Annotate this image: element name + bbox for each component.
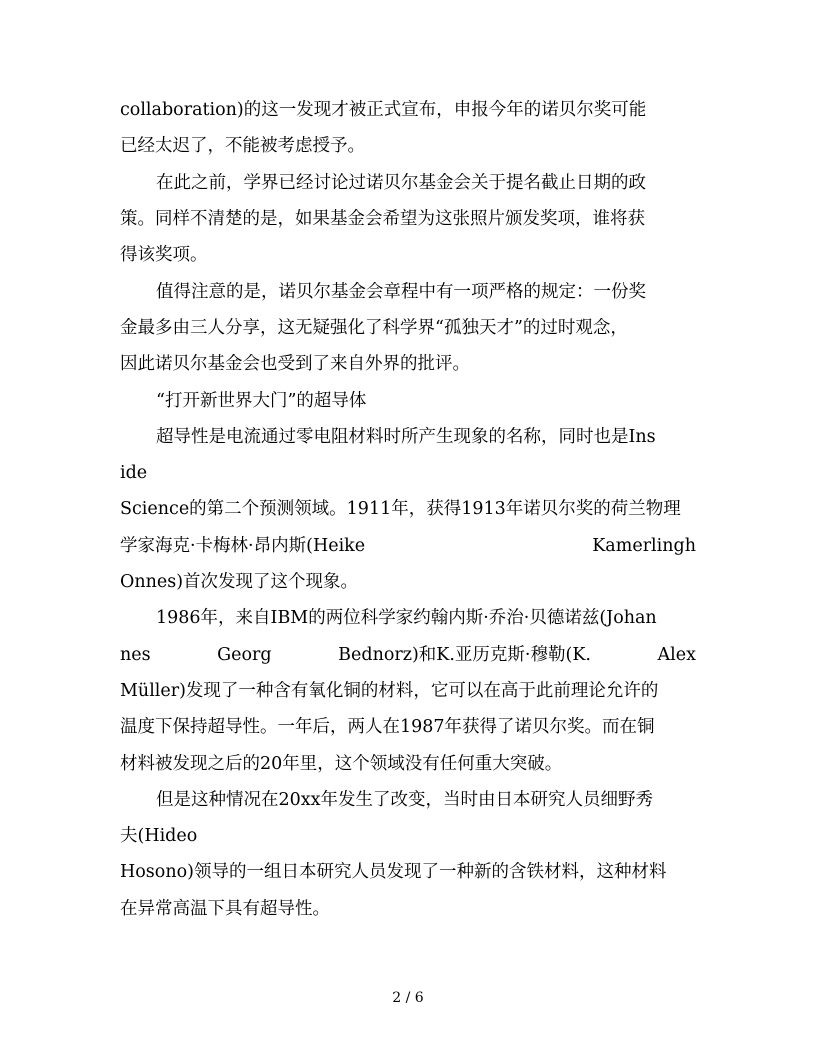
paragraph-start-line: 在此之前，学界已经讨论过诺贝尔基金会关于提名截止日期的政 — [156, 173, 646, 193]
text-line: 夫(Hideo — [120, 826, 198, 846]
paragraph-start-line: 1986年，来自IBM的两位科学家约翰内斯·乔治·贝德诺兹(Johan — [156, 608, 657, 628]
paragraph-start-line: 值得注意的是，诺贝尔基金会章程中有一项严格的规定：一份奖 — [156, 282, 646, 302]
text-line: 因此诺贝尔基金会也受到了来自外界的批评。 — [120, 354, 470, 374]
text-line: 金最多由三人分享，这无疑强化了科学界“孤独天才”的过时观念， — [120, 318, 628, 338]
text-segment: Bednorz)和K.亚历克斯·穆勒(K. — [338, 645, 591, 665]
text-line: Science的第二个预测领域。1911年，获得1913年诺贝尔奖的荷兰物理 — [120, 499, 681, 519]
justified-text-line — [120, 534, 696, 558]
text-line: Hosono)领导的一组日本研究人员发现了一种新的含铁材料，这种材料 — [120, 862, 667, 882]
text-line: 得该奖项。 — [120, 245, 208, 265]
text-segment: Alex — [657, 645, 696, 665]
text-line: 温度下保持超导性。一年后，两人在1987年获得了诺贝尔奖。而在铜 — [120, 717, 655, 737]
text-line: Onnes)首次发现了这个现象。 — [120, 572, 359, 592]
text-line: 已经太迟了，不能被考虑授予。 — [120, 136, 365, 156]
text-line: 在异常高温下具有超导性。 — [120, 899, 330, 919]
text-line: ide — [120, 463, 148, 483]
paragraph-start-line: 超导性是电流通过零电阻材料时所产生现象的名称，同时也是Ins — [156, 427, 656, 447]
text-segment: Kamerlingh — [592, 536, 696, 556]
section-heading: “打开新世界大门”的超导体 — [156, 391, 367, 411]
paragraph-start-line: 但是这种情况在20xx年发生了改变，当时由日本研究人员细野秀 — [156, 790, 654, 810]
page-number: 2 / 6 — [392, 990, 424, 1006]
text-line: 策。同样不清楚的是，如果基金会希望为这张照片颁发奖项，谁将获 — [120, 209, 645, 229]
text-segment: Georg — [217, 645, 272, 665]
text-segment: nes — [120, 645, 151, 665]
text-line: Müller)发现了一种含有氧化铜的材料，它可以在高于此前理论允许的 — [120, 681, 659, 701]
justified-text-line — [120, 643, 696, 667]
text-line: 材料被发现之后的20年里，这个领域没有任何重大突破。 — [120, 754, 563, 774]
text-line: collaboration)的这一发现才被正式宣布，申报今年的诺贝尔奖可能 — [120, 100, 647, 120]
text-segment: 学家海克·卡梅林·昂内斯(Heike — [120, 536, 366, 556]
